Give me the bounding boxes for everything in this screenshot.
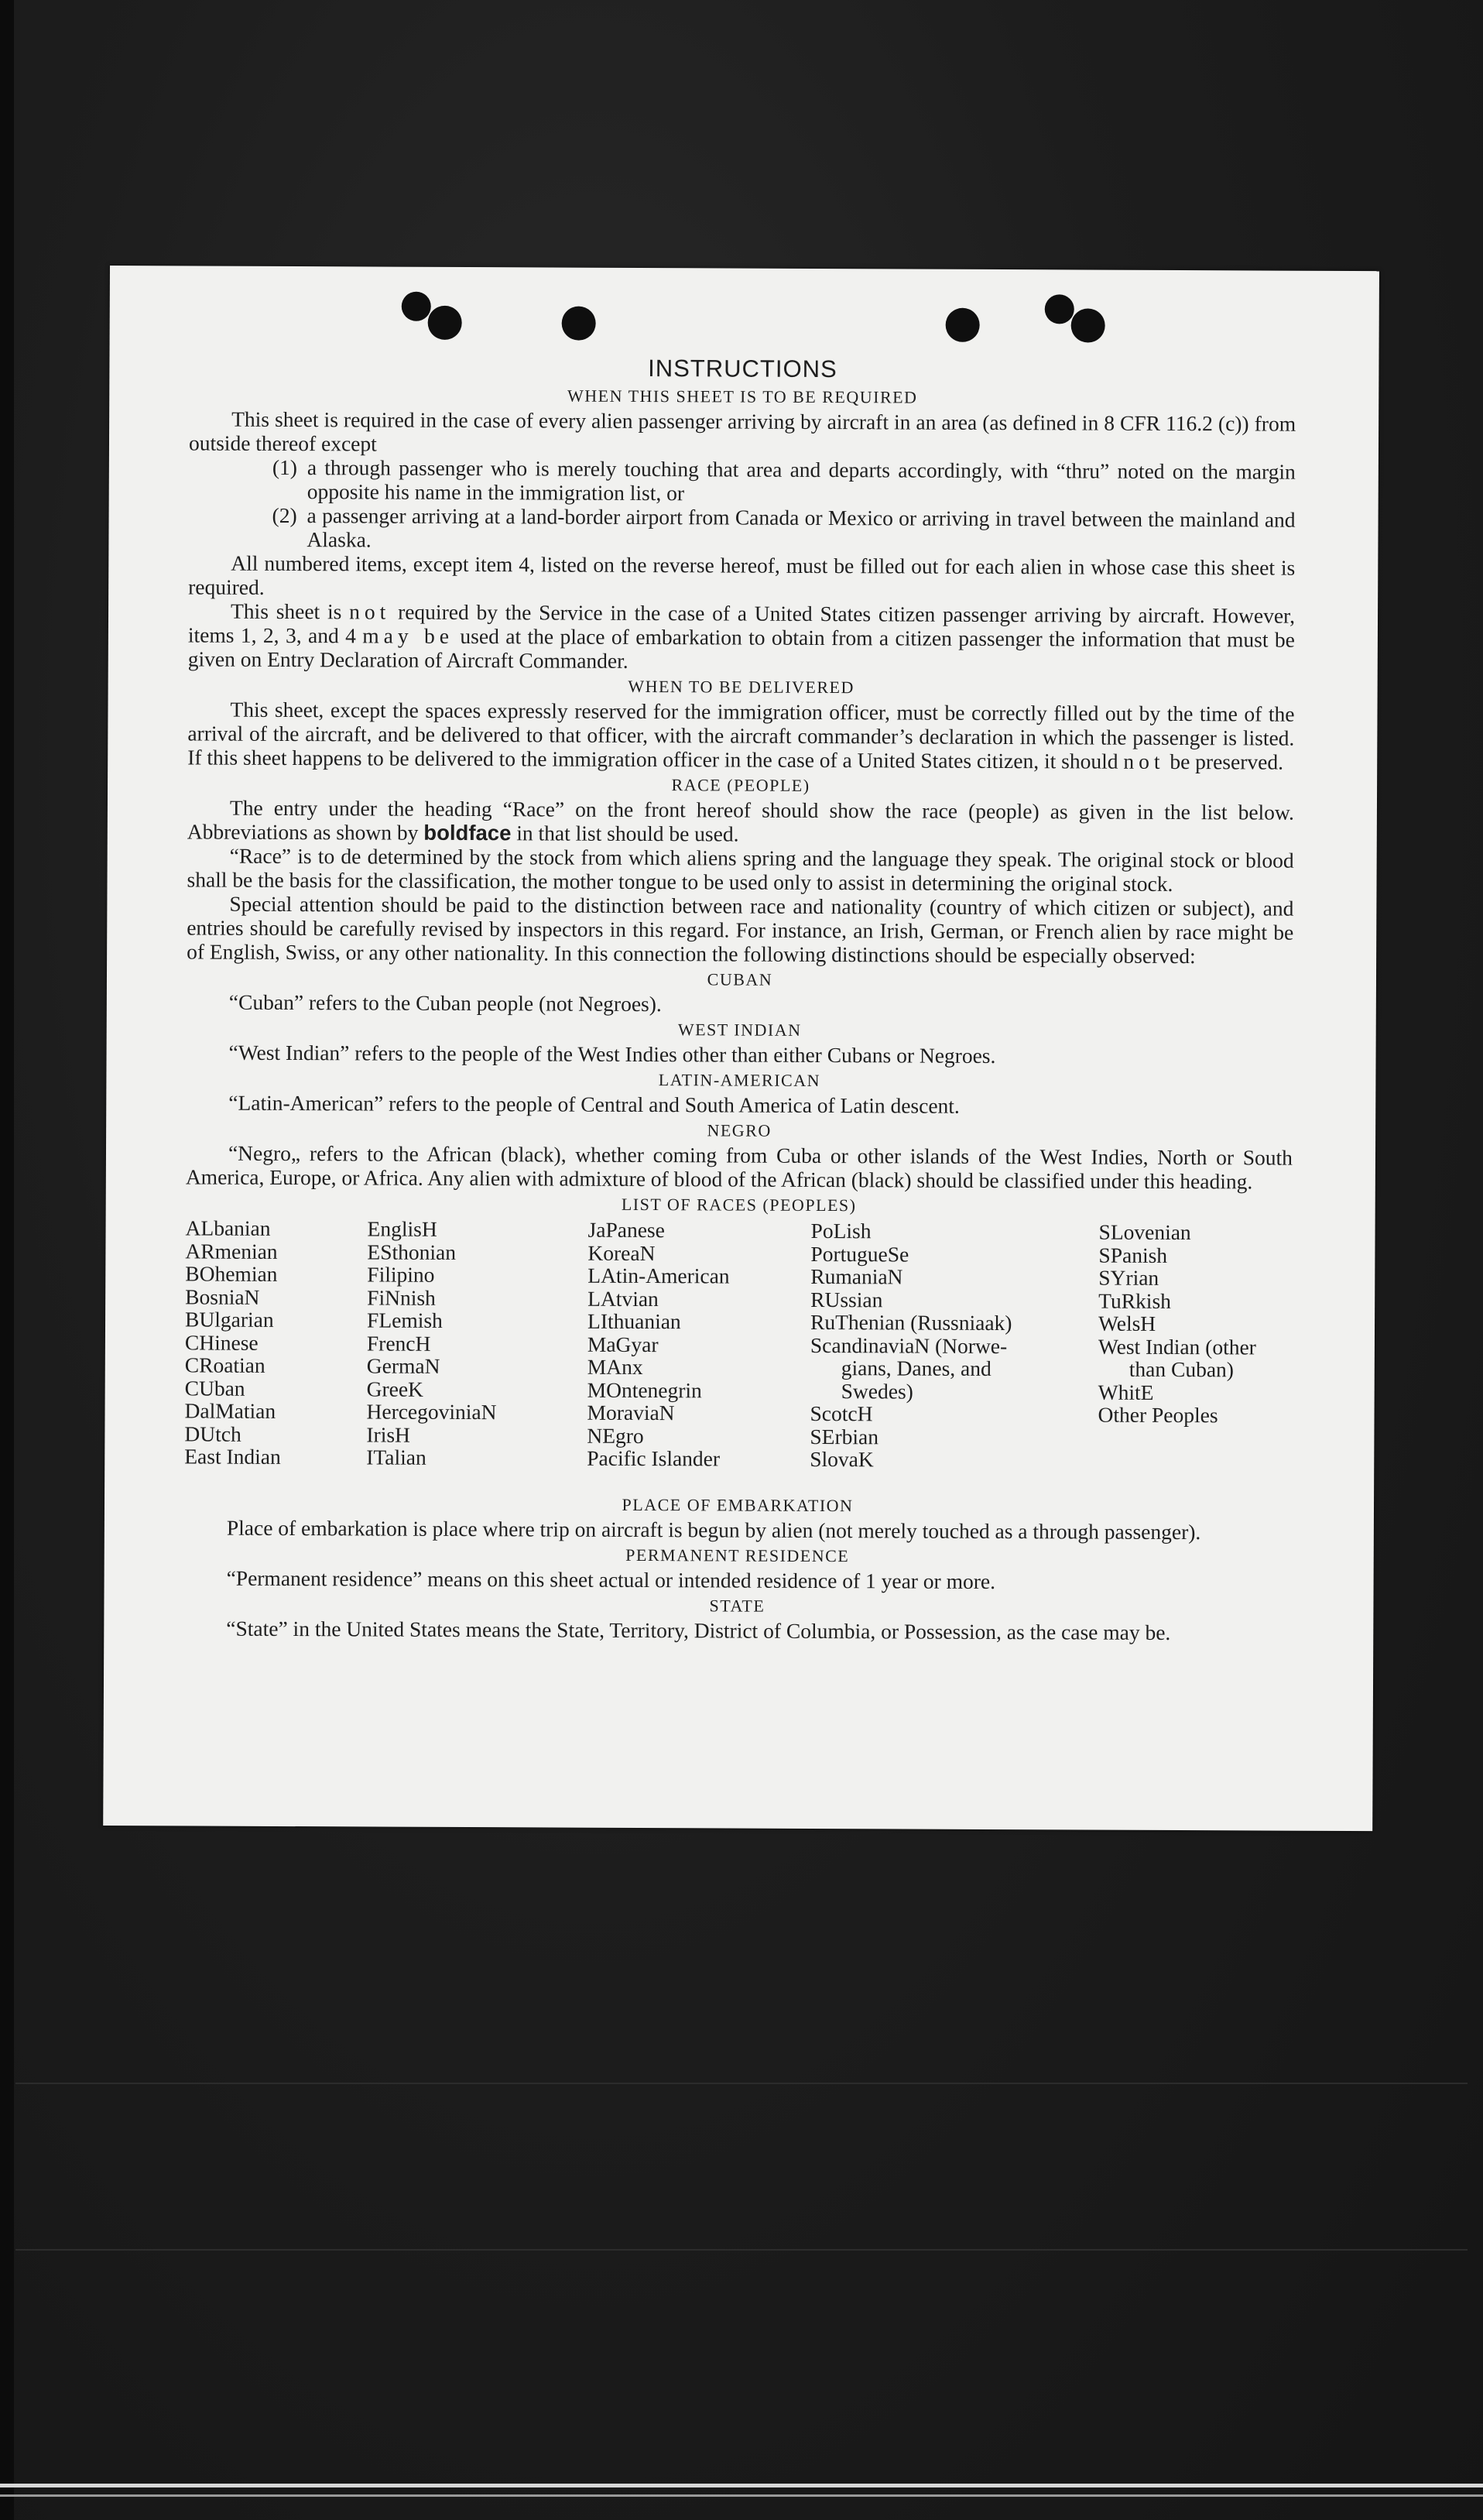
race-entry: SlovaK xyxy=(810,1446,874,1472)
race-entry: RUssian xyxy=(810,1287,883,1311)
text-run: The entry under the heading “Race” on the front hereof should show the race (people) as given in the list below. Abbreviations as shown by xyxy=(187,795,1295,845)
list-text: a passenger arriving at a land-border airport from Canada or Mexico or arriving in travel between the mainland and Alaska. xyxy=(307,503,1296,552)
race-entry: ALbanian xyxy=(185,1215,271,1240)
race-entry: MAnx xyxy=(587,1354,643,1380)
film-rule xyxy=(15,2083,1468,2084)
section-heading: NEGRO xyxy=(707,1120,772,1140)
race-entry: HercegoviniaN xyxy=(366,1399,497,1425)
film-rule xyxy=(15,2249,1468,2251)
race-entry: Other Peoples xyxy=(1098,1402,1218,1428)
race-column xyxy=(184,1216,282,1468)
film-border-line xyxy=(0,2484,1483,2487)
punch-hole xyxy=(562,307,596,341)
document-page xyxy=(103,266,1379,1831)
race-entry: BOhemian xyxy=(185,1261,278,1286)
race-entry: WelsH xyxy=(1098,1311,1156,1335)
bold-text: boldface xyxy=(423,820,512,845)
paragraph xyxy=(187,697,1294,773)
paragraph: Place of embarkation is place where trip on aircraft is begun by alien (not merely touched as a through passenger). xyxy=(226,1515,1201,1545)
paragraph: “Negro„ refers to the African (black), whether coming from Cuba or other islands of the West Indies, North or South America, Europe, or Africa. Any alien with admixture of blood of the African (black) should be classified under this heading. xyxy=(185,1140,1293,1194)
race-entry: PortugueSe xyxy=(810,1241,909,1267)
race-entry: FiNnish xyxy=(367,1284,436,1310)
race-entry: SYrian xyxy=(1098,1265,1159,1290)
paragraph: “Permanent residence” means on this sheet actual or intended residence of 1 year or more. xyxy=(226,1565,996,1594)
punch-hole xyxy=(946,308,980,342)
race-entry: DUtch xyxy=(184,1421,241,1446)
text-run: used at the place of embarkation to obtain from a citizen passenger the information that must be given on Entry Declaration of Aircraft Commander. xyxy=(187,623,1295,673)
section-heading: LIST OF RACES (PEOPLES) xyxy=(621,1194,857,1215)
race-entry: TuRkish xyxy=(1098,1288,1172,1313)
race-entry: DalMatian xyxy=(184,1398,276,1423)
list-number: (2) xyxy=(272,502,297,528)
race-entry: IrisH xyxy=(366,1421,411,1447)
punch-hole xyxy=(1045,294,1074,324)
paragraph: “Latin-American” refers to the people of Central and South America of Latin descent. xyxy=(228,1090,960,1118)
document-content xyxy=(183,352,1296,1644)
race-entry: WhitE xyxy=(1098,1380,1154,1404)
race-column xyxy=(1098,1221,1256,1427)
race-entry: gians, Danes, and xyxy=(841,1356,992,1380)
section-heading: STATE xyxy=(709,1596,765,1616)
text-run: be preserved. xyxy=(1164,749,1284,774)
paragraph: “West Indian” refers to the people of the West Indies other than either Cubans or Negroes. xyxy=(228,1040,996,1068)
race-entry: SPanish xyxy=(1098,1243,1168,1267)
race-entry: ScandinaviaN (Norwe- xyxy=(810,1332,1008,1358)
text-run: in that list should be used. xyxy=(511,821,739,846)
race-entry: FrencH xyxy=(366,1330,431,1356)
race-entry: Filipino xyxy=(367,1262,435,1287)
race-entry: JaPanese xyxy=(587,1217,665,1243)
race-entry: CRoatian xyxy=(184,1353,265,1377)
spaced-text: not xyxy=(349,599,391,624)
race-entry: LAtin-American xyxy=(587,1263,730,1288)
paragraph: Special attention should be paid to the distinction between race and nationality (country of which citizen or subject), and entries should be carefully revised by inspectors in this regard. For instance, an Irish, German, or French alien by race might be of English, Swiss, or any other nationality. In this connection the following distinctions should be especially observed: xyxy=(187,891,1294,969)
race-entry: SErbian xyxy=(810,1424,879,1449)
race-entry: RuThenian (Russniaak) xyxy=(810,1309,1012,1335)
paragraph: “Race” is to de determined by the stock from which aliens spring and the language they speak. The original stock or blood shall be the basis for the classification, the mother tongue to be used only to assist in determining the original stock. xyxy=(187,843,1294,897)
race-entry: GreeK xyxy=(366,1376,424,1401)
race-entry: CUban xyxy=(184,1375,245,1401)
section-heading: WHEN TO BE DELIVERED xyxy=(628,676,855,698)
race-entry: East Indian xyxy=(184,1444,281,1469)
race-entry: ITalian xyxy=(366,1445,426,1469)
race-entry: than Cuban) xyxy=(1129,1356,1235,1382)
race-entry: ESthonian xyxy=(367,1239,457,1264)
race-list xyxy=(184,1216,1293,1493)
spaced-text: may be xyxy=(362,623,454,648)
race-entry: RumaniaN xyxy=(810,1263,903,1289)
race-entry: MaGyar xyxy=(587,1332,659,1356)
punch-hole xyxy=(1071,308,1105,342)
section-heading: WHEN THIS SHEET IS TO BE REQUIRED xyxy=(567,386,918,407)
paragraph xyxy=(187,795,1294,848)
paragraph: “State” in the United States means the State, Territory, District of Columbia, or Possession, as the case may be. xyxy=(226,1616,1171,1644)
race-entry: SLovenian xyxy=(1098,1219,1191,1245)
section-heading: WEST INDIAN xyxy=(677,1020,802,1040)
race-entry: West Indian (other xyxy=(1098,1334,1256,1359)
list-number: (1) xyxy=(272,454,298,480)
section-heading: PLACE OF EMBARKATION xyxy=(622,1494,854,1516)
film-edge xyxy=(0,0,14,2520)
punch-hole xyxy=(428,306,462,340)
section-heading: LATIN-AMERICAN xyxy=(658,1070,821,1091)
race-entry: KoreaN xyxy=(587,1240,656,1265)
section-heading: PERMANENT RESIDENCE xyxy=(625,1545,850,1566)
film-border-line xyxy=(0,2494,1483,2497)
text-run: This sheet, except the spaces expressly reserved for the immigration officer, must be correctly filled out by the time of the arrival of the aircraft, and be delivered to that officer, with the aircraft commander’s declaration in which the passenger is listed. If this sheet happens to be delivered to the immigration officer in the case of a United States citizen, it should xyxy=(187,697,1295,773)
race-column xyxy=(366,1217,497,1469)
text-run: This sheet is xyxy=(230,598,350,624)
race-entry: BosniaN xyxy=(185,1284,260,1309)
race-entry: LIthuanian xyxy=(587,1308,681,1334)
section-heading: CUBAN xyxy=(707,969,773,989)
list-item xyxy=(272,503,1295,556)
list-item xyxy=(272,455,1296,508)
race-entry: ARmenian xyxy=(185,1238,278,1263)
race-entry: ScotcH xyxy=(810,1401,873,1426)
punch-hole xyxy=(402,292,431,321)
race-column xyxy=(587,1219,730,1470)
race-entry: FLemish xyxy=(366,1308,443,1332)
race-entry: NEgro xyxy=(587,1423,644,1448)
section-heading: RACE (PEOPLE) xyxy=(671,775,810,795)
race-entry: GermaN xyxy=(366,1353,440,1378)
paragraph: This sheet is required in the case of every alien passenger arriving by aircraft in an area (as defined in 8 CFR 116.2 (c)) from outside thereof except xyxy=(188,406,1296,456)
race-entry: BUlgarian xyxy=(184,1307,274,1332)
paragraph: “Cuban” refers to the Cuban people (not Negroes). xyxy=(228,989,662,1017)
race-entry: Swedes) xyxy=(841,1378,913,1404)
list-text: a through passenger who is merely touching that area and departs accordingly, with “thru” noted on the margin opposite his name in the immigration list, or xyxy=(307,455,1296,506)
document-title: INSTRUCTIONS xyxy=(648,355,837,383)
race-entry: PoLish xyxy=(810,1218,872,1243)
race-entry: CHinese xyxy=(184,1329,259,1355)
race-column xyxy=(810,1219,1012,1472)
race-entry: EnglisH xyxy=(367,1216,437,1241)
paragraph xyxy=(188,598,1295,675)
race-entry: MoraviaN xyxy=(587,1400,675,1425)
paragraph: All numbered items, except item 4, listed on the reverse hereof, must be filled out for each alien in whose case this sheet is required. xyxy=(188,550,1296,599)
race-entry: LAtvian xyxy=(587,1286,659,1311)
text-run: required by the Service in the case of a United States citizen passenger arriving by aircraft. However, items 1, 2, 3, and 4 xyxy=(187,599,1296,648)
race-entry: Pacific Islander xyxy=(587,1445,721,1471)
race-entry: MOntenegrin xyxy=(587,1377,702,1402)
spaced-text: not xyxy=(1123,749,1165,773)
